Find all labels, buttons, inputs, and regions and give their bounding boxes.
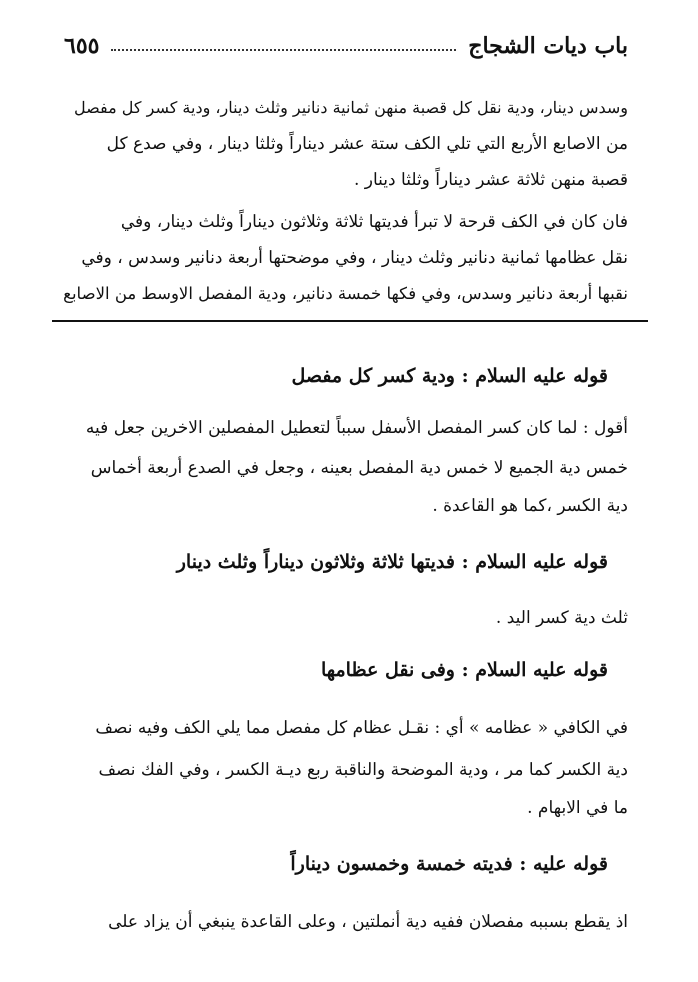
text-line: من الاصابع الأربع التي تلي الكف ستة عشر ديناراً وثلثا دينار ، وفي صدع كل [106,134,628,154]
text-line: نقل عظامها ثمانية دنانير وثلث دينار ، وفي موضحتها أربعة دنانير وسدس ، وفي [81,248,628,268]
commentary-line: في الكافي « عظامه » أي : نقـل عظام كل مفصل مما يلي الكف وفيه نصف [95,718,628,738]
text-line: وسدس دينار، ودية نقل كل قصبة منهن ثمانية دنانير وثلث دينار، ودية كسر كل مفصل [74,98,628,117]
commentary-line: ما في الابهام . [527,798,628,818]
commentary-heading: قوله عليه السلام : ودية كسر كل مفصل [291,365,608,387]
page-number: ٦٥٥ [64,33,100,59]
section-divider [52,320,648,322]
text-line: نقبها أربعة دنانير وسدس، وفي فكها خمسة دنانير، ودية المفصل الاوسط من الاصابع [63,284,628,303]
commentary-heading: قوله عليه السلام : وفى نقل عظامها [320,659,608,681]
running-title: باب ديات الشجاج [468,33,628,59]
commentary-heading: قوله عليه : فديته خمسة وخمسون ديناراً [290,853,608,875]
page-header [64,30,628,62]
commentary-line: اذ يقطع بسببه مفصلان ففيه دية أنملتين ، وعلى القاعدة ينبغي أن يزاد على [108,912,628,932]
text-line: فان كان في الكف قرحة لا تبرأ فديتها ثلاثة وثلاثون ديناراً وثلث دينار، وفي [120,212,628,232]
commentary-line: دية الكسر ،كما هو القاعدة . [432,496,628,516]
commentary-line: دية الكسر كما مر ، ودية الموضحة والناقبة ربع ديـة الكسر ، وفي الفك نصف [98,760,628,780]
header-dotted-leader [111,49,456,51]
commentary-line: خمس دية الجميع لا خمس دية المفصل بعينه ، وجعل في الصدع أربعة أخماس [90,458,628,478]
commentary-line: ثلث دية كسر اليد . [495,608,628,628]
commentary-line: أقول : لما كان كسر المفصل الأسفل سبباً لتعطيل المفصلين الاخرين جعل فيه [85,418,628,438]
text-line: قصبة منهن ثلاثة عشر ديناراً وثلثا دينار . [353,170,628,190]
commentary-heading: قوله عليه السلام : فديتها ثلاثة وثلاثون ديناراً وثلث دينار [176,551,608,573]
